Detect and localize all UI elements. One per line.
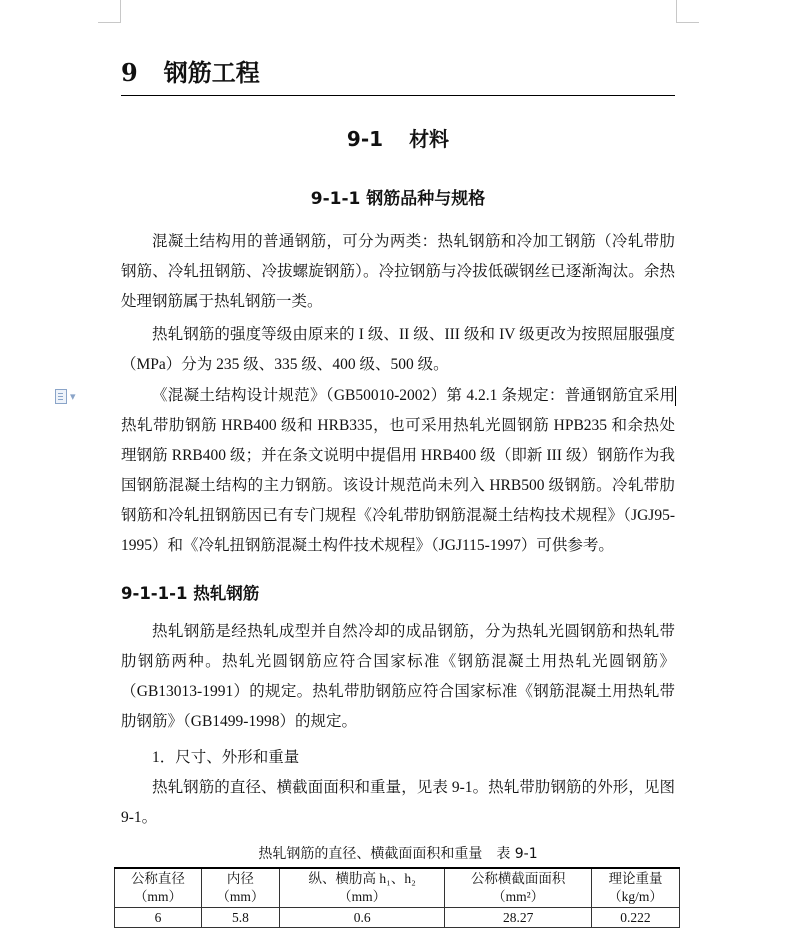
dropdown-arrow-icon: ▾ xyxy=(70,389,76,403)
section-heading xyxy=(121,123,675,152)
data-table xyxy=(114,867,680,928)
table-header-cell: 公称直径 （mm） xyxy=(115,868,202,908)
crop-mark-top-right xyxy=(676,0,699,23)
paragraph-options-icon[interactable] xyxy=(55,388,81,404)
document-icon xyxy=(55,389,67,404)
section-number: 9-1 xyxy=(346,127,384,151)
chapter-title: 钢筋工程 xyxy=(163,58,260,87)
text-cursor xyxy=(675,386,676,406)
table-cell: 0.222 xyxy=(591,908,679,928)
table-header-row xyxy=(115,868,680,908)
chapter-heading xyxy=(121,50,675,96)
table-header-cell: 理论重量 （kg/m） xyxy=(591,868,679,908)
paragraph: 热轧钢筋是经热轧成型并自然冷却的成品钢筋，分为热轧光圆钢筋和热轧带肋钢筋两种。热轧光圆钢筋应符合国家标准《钢筋混凝土用热轧光圆钢筋》（GB13013-1991）的规定。热轧带肋钢筋应符合国家标准《钢筋混凝土用热轧带肋钢筋》（GB1499-1998）的规定。 xyxy=(121,623,675,730)
table-header-cell: 纵、横肋高 h₁、h₂ （mm） xyxy=(279,868,444,908)
table-caption: 热轧钢筋的直径、横截面面积和重量 表 9-1 xyxy=(258,846,538,862)
subsection-heading: 9-1-1 钢筋品种与规格 xyxy=(310,189,486,209)
crop-mark-top-left xyxy=(98,0,121,23)
list-item-heading: 1．尺寸、外形和重量 xyxy=(152,749,300,766)
paragraph: 热轧钢筋的直径、横截面面积和重量，见表 9-1。热轧带肋钢筋的外形，见图 9-1。 xyxy=(121,779,675,826)
table-header-cell: 公称横截面面积 （mm²） xyxy=(445,868,592,908)
table-cell: 6 xyxy=(115,908,202,928)
table-cell: 0.6 xyxy=(279,908,444,928)
table-row xyxy=(115,908,680,928)
table-cell: 28.27 xyxy=(445,908,592,928)
table-header-cell: 内径 （mm） xyxy=(201,868,279,908)
chapter-number: 9 xyxy=(121,57,138,87)
table-cell: 5.8 xyxy=(201,908,279,928)
paragraph: 混凝土结构用的普通钢筋，可分为两类：热轧钢筋和冷加工钢筋（冷轧带肋钢筋、冷轧扭钢筋、冷拔螺旋钢筋）。冷拉钢筋与冷拔低碳钢丝已逐渐淘汰。余热处理钢筋属于热轧钢筋一类。 xyxy=(121,233,675,310)
subsubsection-heading: 9-1-1-1 热轧钢筋 xyxy=(121,584,260,603)
section-title: 材料 xyxy=(409,127,450,151)
paragraph[interactable]: 《混凝土结构设计规范》（GB50010-2002）第 4.2.1 条规定：普通钢筋宜采用热轧带肋钢筋 HRB400 级和 HRB335，也可采用热轧光圆钢筋 HPB235 和余热处理钢筋 RRB400 级；并在条文说明中提倡用 HRB400 级（即新 III 级）钢筋作为我国钢筋混凝土结构的主力钢筋。该设计规范尚未列入 HRB500 级钢筋。冷轧带肋钢筋和冷轧扭钢筋因已有专门规程《冷轧带肋钢筋混凝土结构技术规程》（JGJ95-1995）和《冷轧扭钢筋混凝土构件技术规程》（JGJ115-1997）可供参考。 xyxy=(121,387,675,554)
paragraph: 热轧钢筋的强度等级由原来的 I 级、II 级、III 级和 IV 级更改为按照屈服强度（MPa）分为 235 级、335 级、400 级、500 级。 xyxy=(121,326,675,373)
